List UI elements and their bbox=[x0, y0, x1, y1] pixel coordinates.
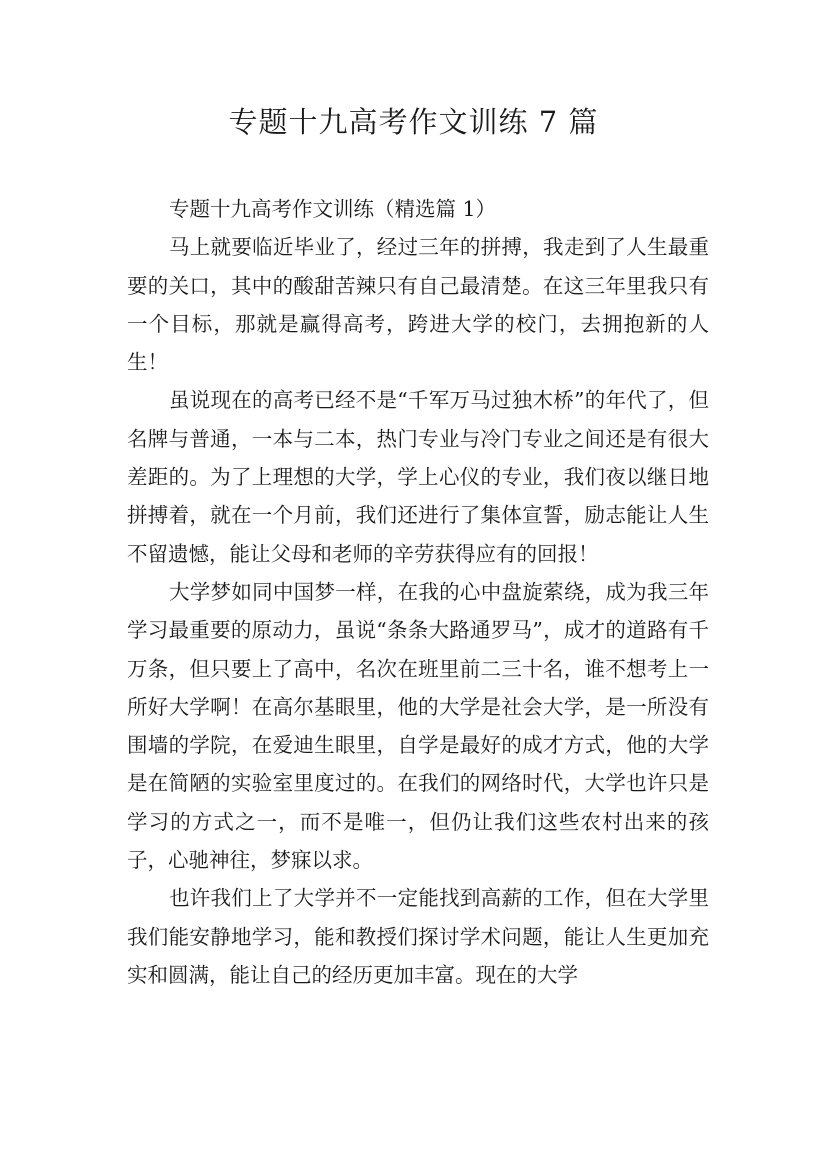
paragraph-4: 也许我们上了大学并不一定能找到高薪的工作，但在大学里我们能安静地学习，能和教授们探讨学术问题，能让人生更加充实和圆满，能让自己的经历更加丰富。现在的大学 bbox=[127, 886, 709, 987]
section-subtitle: 专题十九高考作文训练（精选篇 1） bbox=[169, 197, 497, 221]
paragraph-1: 马上就要临近毕业了，经过三年的拼搏，我走到了人生最重要的关口，其中的酸甜苦辣只有自己最清楚。在这三年里我只有一个目标，那就是赢得高考，跨进大学的校门，去拥抱新的人生！ bbox=[127, 235, 709, 375]
document-title: 专题十九高考作文训练 7 篇 bbox=[228, 105, 599, 139]
document-body bbox=[127, 190, 709, 994]
paragraph-3: 大学梦如同中国梦一样，在我的心中盘旋萦绕，成为我三年学习最重要的原动力，虽说“条条大路通罗马”，成才的道路有千万条，但只要上了高中，名次在班里前二三十名，谁不想考上一所好大学啊！在高尔基眼里，他的大学是社会大学，是一所没有围墙的学院，在爱迪生眼里，自学是最好的成才方式，他的大学是在简陋的实验室里度过的。在我们的网络时代，大学也许只是学习的方式之一，而不是唯一，但仍让我们这些农村出来的孩子，心驰神往，梦寐以求。 bbox=[127, 579, 709, 873]
paragraph-2: 虽说现在的高考已经不是“千军万马过独木桥”的年代了，但名牌与普通，一本与二本，热门专业与冷门专业之间还是有很大差距的。为了上理想的大学，学上心仪的专业，我们夜以继日地拼搏着，就在一个月前，我们还进行了集体宣誓，励志能让人生不留遗憾，能让父母和老师的辛劳获得应有的回报！ bbox=[127, 388, 709, 566]
